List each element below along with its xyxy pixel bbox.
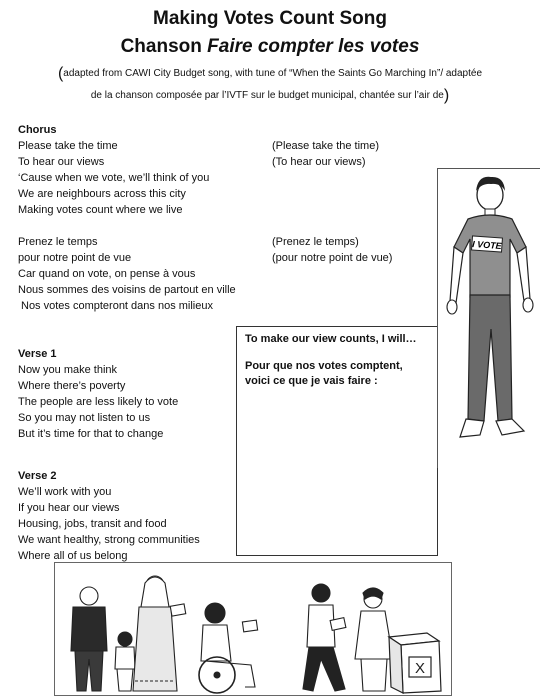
elderly-man-figure xyxy=(71,587,107,691)
verse-1-line: Now you make think xyxy=(18,364,118,376)
chorus-repeat-line: (Please take the time) xyxy=(272,140,379,152)
voter-left-hand xyxy=(447,300,457,314)
french-refrain-line: pour notre point de vue xyxy=(18,252,132,264)
verse-1-line: Where there’s poverty xyxy=(18,380,126,392)
voter-left-arm xyxy=(450,247,463,303)
verse-1-line: But it’s time for that to change xyxy=(18,428,164,440)
ballot-mark: X xyxy=(414,660,426,677)
french-repeat-line: (Prenez le temps) xyxy=(272,236,359,248)
french-refrain-line: Prenez le temps xyxy=(18,236,98,248)
verse-2-block xyxy=(18,468,200,564)
ballot-box xyxy=(389,633,441,693)
verse-2-heading: Verse 2 xyxy=(18,470,57,482)
voter-right-arm xyxy=(517,247,530,301)
french-refrain-line: Car quand on vote, on pense à vous xyxy=(18,268,196,280)
french-refrain-line: Nos votes compteront dans nos milieux xyxy=(21,300,213,312)
pledge-french: Pour que nos votes comptent, voici ce que je vais faire : xyxy=(245,360,403,387)
page-title-french: Chanson Faire compter les votes xyxy=(120,36,420,57)
voter-shirt xyxy=(454,215,526,297)
voter-illustration xyxy=(438,169,540,469)
verse-1-block xyxy=(18,346,178,442)
voters-crowd-illustration xyxy=(55,563,452,696)
voter-pants xyxy=(468,295,512,421)
chorus-heading: Chorus xyxy=(18,124,57,136)
subtitle-line-1: (adapted from CAWI City Budget song, with tune of “When the Saints Go Marching In”/ adaptée xyxy=(57,65,483,82)
verse-2-line: We’ll work with you xyxy=(18,486,112,498)
shirt-text: I VOTE xyxy=(471,238,503,252)
chorus-line: We are neighbours across this city xyxy=(18,188,186,200)
chorus-repeat-block xyxy=(272,138,379,170)
verse-1-line: So you may not listen to us xyxy=(18,412,151,424)
walking-man-figure xyxy=(303,584,346,691)
voters-crowd-illustration-panel xyxy=(54,562,452,696)
verse-2-line: If you hear our views xyxy=(18,502,120,514)
wheelchair-user-figure xyxy=(199,603,258,693)
voter-illustration-panel xyxy=(437,168,540,468)
verse-2-line: We want healthy, strong communities xyxy=(18,534,200,546)
pledge-box[interactable] xyxy=(236,326,438,556)
subtitle-line-2: de la chanson composée par l’IVTF sur le budget municipal, chantée sur l’air de) xyxy=(90,87,450,104)
voter-right-shoe xyxy=(496,419,524,435)
verse-1-heading: Verse 1 xyxy=(18,348,57,360)
french-repeat-block xyxy=(272,234,392,266)
verse-1-line: The people are less likely to vote xyxy=(18,396,179,408)
ballot-paper xyxy=(242,620,257,632)
french-refrain-line: Nous sommes des voisins de partout en ville xyxy=(18,284,236,296)
chorus-line: ‘Cause when we vote, we’ll think of you xyxy=(18,172,210,184)
woman-headscarf-figure xyxy=(133,576,186,691)
french-repeat-line: (pour notre point de vue) xyxy=(272,252,393,264)
chorus-block xyxy=(18,122,209,218)
ballot-paper xyxy=(170,604,186,616)
chorus-line: Please take the time xyxy=(18,140,118,152)
pledge-english: To make our view counts, I will… xyxy=(245,333,417,345)
chorus-line: Making votes count where we live xyxy=(18,204,183,216)
woman-voting-figure xyxy=(355,588,393,691)
voter-right-hand xyxy=(523,298,533,312)
verse-2-line: Where all of us belong xyxy=(18,550,128,562)
chorus-repeat-line: (To hear our views) xyxy=(272,156,366,168)
child-figure xyxy=(115,632,135,691)
ballot-paper xyxy=(330,618,346,631)
french-refrain-block xyxy=(18,234,236,314)
page-title: Making Votes Count Song xyxy=(153,8,387,29)
verse-2-line: Housing, jobs, transit and food xyxy=(18,518,167,530)
voter-left-shoe xyxy=(460,419,484,437)
chorus-line: To hear our views xyxy=(18,156,105,168)
